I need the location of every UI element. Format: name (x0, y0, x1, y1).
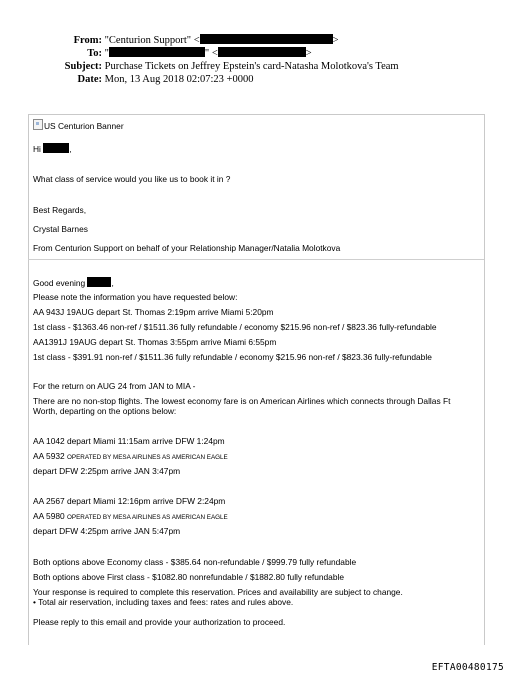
flight-line: AA 943J 19AUG depart St. Thomas 2:19pm arrive Miami 5:20pm (33, 307, 274, 317)
operated-by: OPERATED BY MESA AIRLINES AS AMERICAN EAGLE (67, 454, 228, 461)
date-line (44, 73, 253, 86)
banner-image (33, 119, 124, 131)
redaction-bar (43, 143, 72, 154)
date-value: Mon, 13 Aug 2018 02:07:23 +0000 (104, 74, 254, 85)
banner-alt-text: US Centurion Banner (44, 121, 124, 131)
flight-code: AA 5932 (33, 451, 65, 461)
evening-tail: , (111, 278, 114, 288)
info-intro: Please note the information you have requested below: (33, 292, 238, 302)
payment-note: Your response is required to complete this reservation. Prices and availability are subject to change. (33, 587, 403, 597)
redaction-bar (87, 277, 114, 288)
nonstop-note-cont: Worth, departing on the options below: (33, 406, 177, 416)
greeting (33, 143, 72, 154)
option-line: AA 2567 depart Miami 12:16pm arrive DFW 2:24pm (33, 496, 226, 506)
from-tail: > (332, 35, 339, 46)
option-line (33, 511, 228, 523)
option-line: AA 1042 depart Miami 11:15am arrive DFW 1:24pm (33, 436, 225, 446)
greeting-tail: , (69, 144, 72, 154)
operated-by: OPERATED BY MESA AIRLINES AS AMERICAN EAGLE (67, 514, 228, 521)
to-tail: > (305, 48, 312, 59)
option-line (33, 451, 228, 463)
subject-line (44, 60, 399, 73)
subject-label: Subject: (64, 61, 102, 72)
on-behalf-line: From Centurion Support on behalf of your Relationship Manager/Natalia Molotkova (33, 243, 341, 253)
to-mid: " < (204, 48, 218, 59)
first-class-summary: Both options above First class - $1082.80 nonrefundable / $1882.80 fully refundable (33, 572, 345, 582)
option-line: depart DFW 4:25pm arrive JAN 5:47pm (33, 526, 181, 536)
to-value: " (104, 48, 109, 59)
from-line (44, 34, 339, 47)
flight-line: AA1391J 19AUG depart St. Thomas 3:55pm arrive Miami 6:55pm (33, 337, 277, 347)
evening-text: Good evening (33, 278, 86, 288)
economy-summary: Both options above Economy class - $385.64 non-refundable / $999.79 fully refundable (33, 557, 357, 567)
document-id: EFTA00480175 (431, 662, 504, 673)
return-intro: For the return on AUG 24 from JAN to MIA - (33, 381, 196, 391)
evening-greeting (33, 277, 114, 288)
redaction-bar (109, 47, 205, 57)
divider (28, 259, 484, 260)
sender-name: Crystal Barnes (33, 224, 88, 234)
date-label: Date: (77, 74, 102, 85)
bullet-note: • Total air reservation, including taxes and fees: rates and rules above. (33, 597, 294, 607)
to-label: To: (87, 48, 102, 59)
fare-line: 1st class - $391.91 non-ref / $1511.36 fully refundable / economy $215.96 non-ref / $823.36 fully-refundable (33, 352, 432, 362)
broken-image-icon (33, 119, 43, 130)
fare-line: 1st class - $1363.46 non-ref / $1511.36 fully refundable / economy $215.96 non-ref / $823.36 fully-refundable (33, 322, 437, 332)
flight-code: AA 5980 (33, 511, 65, 521)
nonstop-note: There are no non-stop flights. The lowest economy fare is on American Airlines which connects through Dallas Ft (33, 396, 451, 406)
regards: Best Regards, (33, 205, 87, 215)
from-value: "Centurion Support" < (104, 35, 200, 46)
redaction-bar (218, 47, 306, 57)
option-line: depart DFW 2:25pm arrive JAN 3:47pm (33, 466, 181, 476)
subject-value: Purchase Tickets on Jeffrey Epstein's card-Natasha Molotkova's Team (104, 61, 399, 72)
greeting-text: Hi (33, 144, 41, 154)
from-label: From: (73, 35, 102, 46)
question: What class of service would you like us to book it in ? (33, 174, 231, 184)
redaction-bar (200, 34, 333, 44)
to-line (44, 47, 312, 60)
reply-note: Please reply to this email and provide your authorization to proceed. (33, 617, 286, 627)
